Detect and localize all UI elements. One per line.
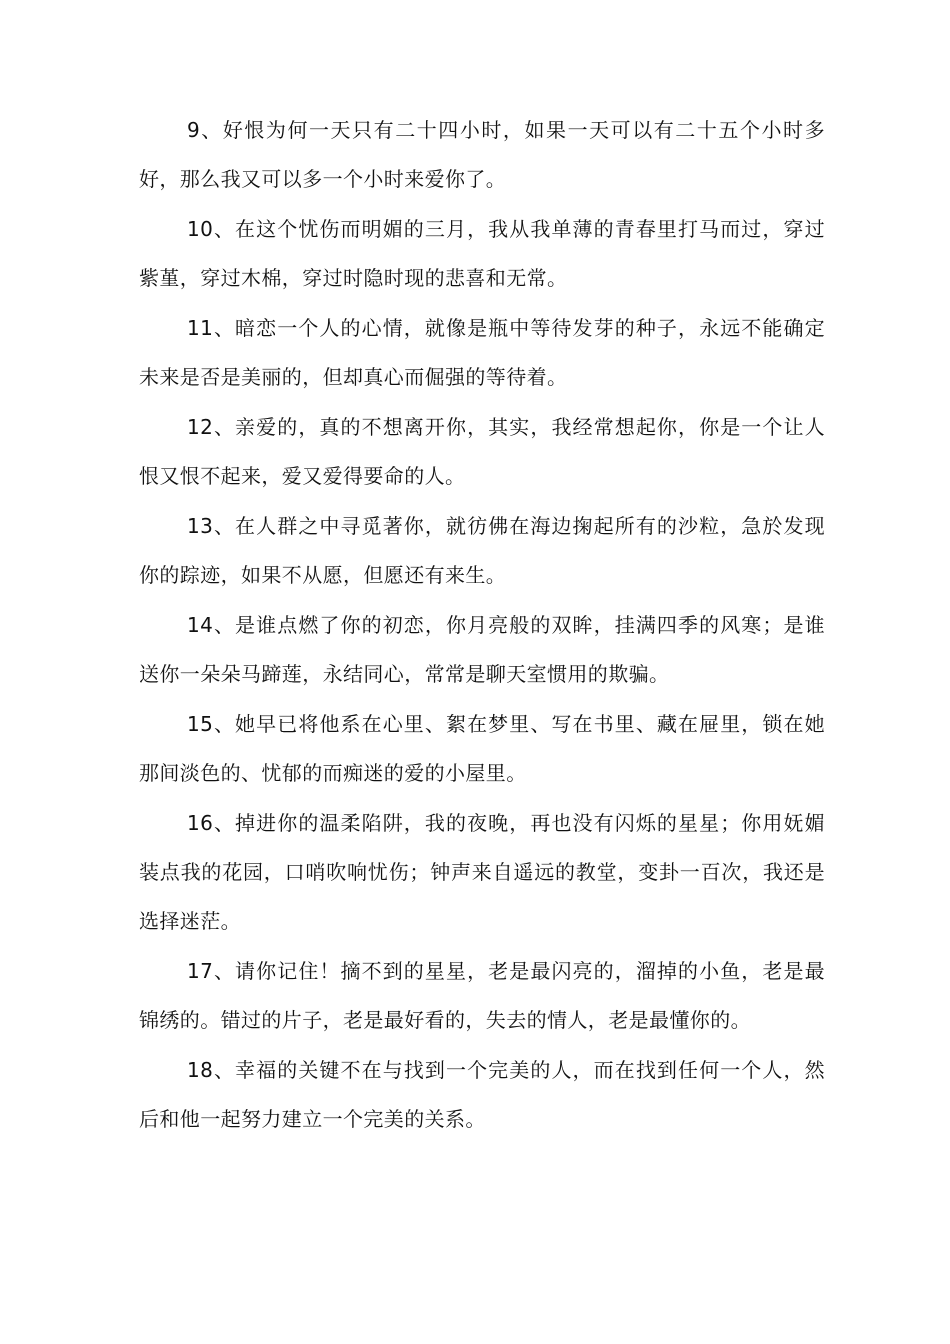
paragraph-10: 10、在这个忧伤而明媚的三月，我从我单薄的青春里打马而过，穿过紫堇，穿过木棉，穿过时隐时现的悲喜和无常。	[139, 217, 825, 290]
paragraph-11: 11、暗恋一个人的心情，就像是瓶中等待发芽的种子，永远不能确定未来是否是美丽的，但却真心而倔强的等待着。	[139, 316, 825, 389]
paragraph-15: 15、她早已将他系在心里、絮在梦里、写在书里、藏在屉里，锁在她那间淡色的、忧郁的而痴迷的爱的小屋里。	[139, 712, 825, 785]
paragraph-13: 13、在人群之中寻觅著你，就彷佛在海边掬起所有的沙粒，急於发现你的踪迹，如果不从愿，但愿还有来生。	[139, 514, 825, 587]
paragraph-14: 14、是谁点燃了你的初恋，你月亮般的双眸，挂满四季的风寒；是谁送你一朵朵马蹄莲，永结同心，常常是聊天室惯用的欺骗。	[139, 613, 825, 686]
paragraph-18: 18、幸福的关键不在与找到一个完美的人，而在找到任何一个人，然后和他一起努力建立一个完美的关系。	[139, 1058, 825, 1131]
paragraph-9: 9、好恨为何一天只有二十四小时，如果一天可以有二十五个小时多好，那么我又可以多一个小时来爱你了。	[139, 118, 825, 191]
paragraph-12: 12、亲爱的，真的不想离开你，其实，我经常想起你，你是一个让人恨又恨不起来，爱又爱得要命的人。	[139, 415, 825, 488]
paragraph-16: 16、掉进你的温柔陷阱，我的夜晚，再也没有闪烁的星星；你用妩媚装点我的花园，口哨吹响忧伤；钟声来自遥远的教堂，变卦一百次，我还是选择迷茫。	[139, 811, 825, 933]
document-body	[139, 106, 825, 1145]
paragraph-17: 17、请你记住！摘不到的星星，老是最闪亮的，溜掉的小鱼，老是最锦绣的。错过的片子，老是最好看的，失去的情人，老是最懂你的。	[139, 959, 825, 1032]
